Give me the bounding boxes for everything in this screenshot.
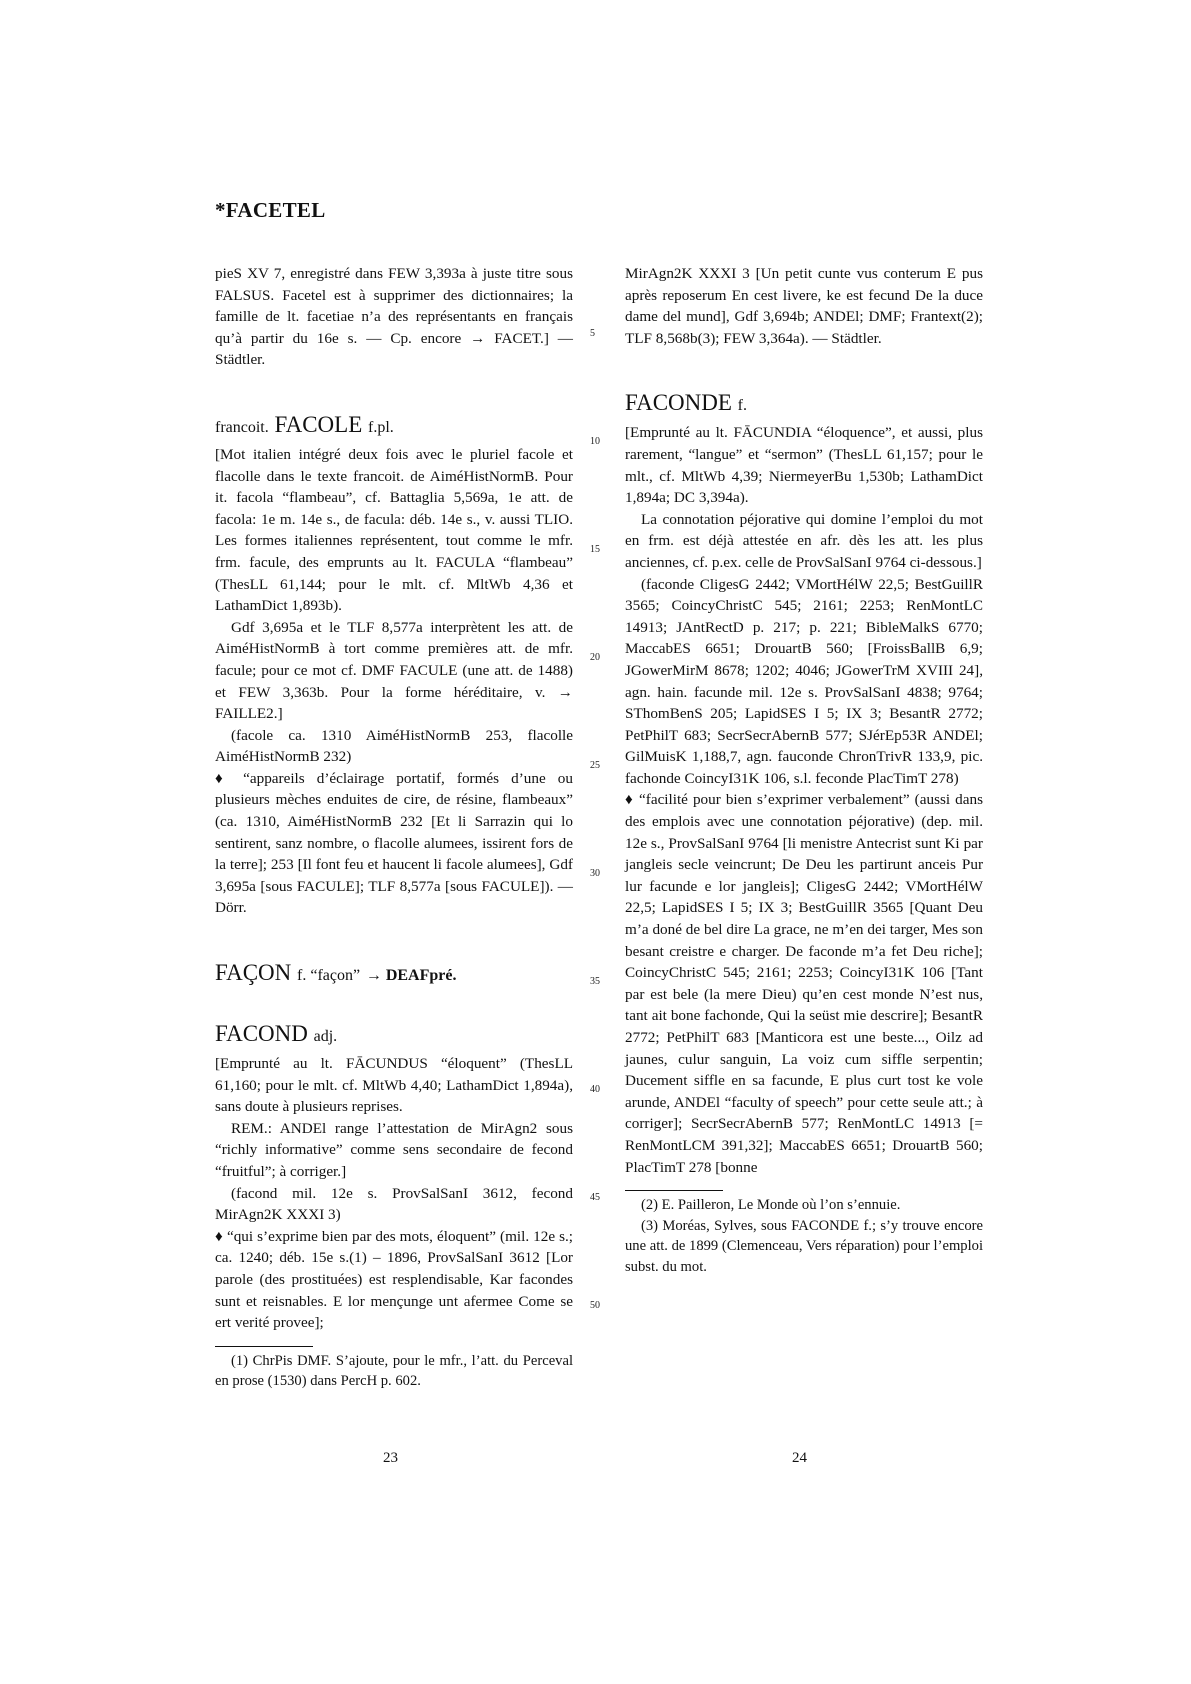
headword-grammar: f. “façon” bbox=[297, 967, 361, 985]
commentary-paragraph: Gdf 3,695a et le TLF 8,577a interprètent les att. de AiméHistNormB à tort comme premières att. de mfr. facule; pour ce mot cf. DMF FACULE (une att. de 1488) et FEW 3,363b. Pour la forme héréditaire, v. → FAILLE2.] bbox=[215, 618, 573, 723]
entry-facond bbox=[215, 1020, 573, 1334]
facetel-continuation: pieS XV 7, enregistré dans FEW 3,393a à juste titre sous FALSUS. Facetel est à supprimer des dictionnaires; la famille de lt. facetiae n’a des représentants en français qu’à partir du 16e s. — Cp. encore → FACET.] — Städtler. bbox=[215, 265, 573, 369]
line-number: 40 bbox=[590, 1084, 600, 1095]
line-number: 30 bbox=[590, 868, 600, 879]
headword-lemma: FACOND bbox=[215, 1021, 308, 1047]
commentary-paragraph: La connotation péjorative qui domine l’emploi du mot en frm. est déjà attestée en afr. dès les att. les plus anciennes, cf. p.ex. celle de ProvSalSanI 9764 ci-dessous.] bbox=[625, 510, 983, 571]
entry-facole bbox=[215, 411, 573, 919]
headword-grammar: adj. bbox=[313, 1028, 338, 1046]
remark-paragraph: REM.: ANDEl range l’attestation de MirAgn2 sous “richly informative” comme sens secondaire de fecond “fruitful”; à corriger.] bbox=[215, 1119, 573, 1180]
line-number: 10 bbox=[590, 436, 600, 447]
forms-paragraph: (facole ca. 1310 AiméHistNormB 253, flacolle AiméHistNormB 232) bbox=[215, 726, 573, 766]
line-number: 25 bbox=[590, 760, 600, 771]
right-column bbox=[625, 263, 983, 1277]
page-number-left: 23 bbox=[383, 1450, 398, 1466]
entry-faconde bbox=[625, 389, 983, 1178]
line-number: 45 bbox=[590, 1192, 600, 1203]
headword-facond bbox=[215, 1020, 573, 1051]
cross-reference: → DEAFpré. bbox=[365, 967, 457, 985]
headword-lemma: FACONDE bbox=[625, 390, 732, 416]
forms-paragraph: (facond mil. 12e s. ProvSalSanI 3612, fecond MirAgn2K XXXI 3) bbox=[215, 1184, 573, 1224]
forms-paragraph: (faconde CligesG 2442; VMortHélW 22,5; BestGuillR 3565; CoincyChristC 545; 2161; 2253; RenMontLC 14913; JAntRectD p. 217; p. 221; BibleMalkS 6770; MaccabES 6651; DrouartB 560; [FroissBallB 6,9; JGowerMirM 8678; 1202; 4046; JGowerTrM XVIII 24], agn. hain. facunde mil. 12e s. ProvSalSanI 4838; 9764; SThomBenS 205; LapidSES I 5; IX 3; BesantR 2772; PetPhilT 683; SecrSecrAbernB 577; SJérEp53R ANDEl; GilMuisK 1,188,7, agn. fauconde ChronTrivR 133,9, pic. fachonde CoincyI31K 106, s.l. feconde PlacTimT 278) bbox=[625, 575, 983, 787]
headword-grammar: f. bbox=[737, 397, 747, 415]
page-number-right: 24 bbox=[792, 1450, 807, 1466]
running-head: *FACETEL bbox=[215, 198, 326, 222]
sense-paragraph: ♦ “qui s’exprime bien par des mots, éloquent” (mil. 12e s.; ca. 1240; déb. 15e s.(1) – 1896, ProvSalSanI 3612 [Lor parole (des prostituées) est resplendisable, Kar facondes sunt et reisnables. E lor mençunge unt afermee Come se ert verité provee]; bbox=[215, 1227, 573, 1332]
headword-lemma: FAÇON bbox=[215, 960, 292, 986]
line-number: 20 bbox=[590, 652, 600, 663]
footnote: (1) ChrPis DMF. S’ajoute, pour le mfr., l’att. du Perceval en prose (1530) dans PercH p. 602. bbox=[215, 1352, 573, 1390]
headword-facole bbox=[215, 411, 573, 442]
sense-paragraph: ♦ “appareils d’éclairage portatif, formés d’une ou plusieurs mèches enduites de cire, de résine, flambeaux” (ca. 1310, AiméHistNormB 232 [Et li Sarrazin qui lo sentirent, sanz nombre, o flacolle alumees, issirent fors de la terre]; 253 [Il font feu et haucent li facole alumees], Gdf 3,695a [sous FACULE]; TLF 8,577a [sous FACULE]). — Dörr. bbox=[215, 769, 573, 917]
etymology-paragraph: [Emprunté au lt. FĀCUNDIA “éloquence”, et aussi, plus rarement, “langue” et “sermon” (ThesLL 61,157; pour le mlt., cf. MltWb 4,39; NiermeyerBu 1,530b; LathamDict 1,894a; DC 3,394a). bbox=[625, 424, 983, 507]
headword-prefix: francoit. bbox=[215, 418, 269, 436]
etymology-paragraph: [Emprunté au lt. FĀCUNDUS “éloquent” (ThesLL 61,160; pour le mlt. cf. MltWb 4,40; LathamDict 1,894a), sans doute à plusieurs reprises. bbox=[215, 1055, 573, 1116]
footnote: (3) Moréas, Sylves, sous FACONDE f.; s’y trouve encore une att. de 1899 (Clemenceau, Vers réparation) pour l’emploi subst. du mot. bbox=[625, 1217, 983, 1275]
entry-facon bbox=[215, 959, 573, 990]
line-number: 50 bbox=[590, 1300, 600, 1311]
headword-facon bbox=[215, 959, 573, 990]
line-number: 35 bbox=[590, 976, 600, 987]
etymology-paragraph: [Mot italien intégré deux fois avec le pluriel facole et flacolle dans le texte francoit. de AiméHistNormB. Pour it. facola “flambeau”, cf. Battaglia 5,569a, 1e att. de facola: 1e m. 14e s., de facula: déb. 14e s., v. aussi TLIO. Les formes italiennes représentent, tout comme le mfr. frm. facule, des emprunts au lt. FACULA “flambeau” (ThesLL 61,144; pour le mlt. cf. MltWb 4,36 et LathamDict 1,893b). bbox=[215, 445, 573, 615]
headword-lemma: FACOLE bbox=[274, 411, 363, 437]
line-number: 5 bbox=[590, 328, 595, 339]
headword-grammar: f.pl. bbox=[368, 418, 394, 436]
facond-continuation: MirAgn2K XXXI 3 [Un petit cunte vus conterum E pus après reposerum En cest livere, ke est fecund De la duce dame del mund], Gdf 3,694b; ANDEl; DMF; Frantext(2); TLF 8,568b(3); FEW 3,364a). — Städtler. bbox=[625, 265, 983, 347]
left-column bbox=[215, 263, 573, 1392]
footnote: (2) E. Pailleron, Le Monde où l’on s’ennuie. bbox=[641, 1197, 901, 1214]
headword-faconde bbox=[625, 389, 983, 420]
footnote-rule bbox=[215, 1346, 313, 1347]
line-number: 15 bbox=[590, 544, 600, 555]
footnote-rule bbox=[625, 1190, 723, 1191]
sense-paragraph: ♦ “facilité pour bien s’exprimer verbalement” (aussi dans des emplois avec une connotation péjorative) (dep. mil. 12e s., ProvSalSanI 9764 [li menistre Antecrist sunt Ki par jangleis secle veincrunt; De Deu les partirunt anceis Pur lur facunde e lor jangleis]; CligesG 2442; VMortHélW 22,5; LapidSES I 5; IX 3; BestGuillR 3565 [Quant Deu m’a doné de bel dire La grace, ne m’en dei targer, Mes son besant creistre e charger. De faconde m’a fet Deu riche]; CoincyChristC 545; 2161; 2253; CoincyI31K 106 [Tant par est bele (la mere Dieu) qu’en cest monde N’est nus, tant ait bone fachonde, Qui la seüst mie descrire]; BesantR 2772; PetPhilT 683 [Manticora est une beste..., Oilz ad jaunes, culur sanguin, La voiz cum siffle serpentin; Ducement siffle en sa facunde, E plus curt tost ke vole arunde, ANDEl “faculty of speech” pour cette seule att.; à corriger]; SecrSecrAbernB 577; RenMontLC 14913 [= RenMontLCM 391,32]; MaccabES 6651; DrouartB 560; PlacTimT 278 [bonne bbox=[625, 791, 983, 1176]
